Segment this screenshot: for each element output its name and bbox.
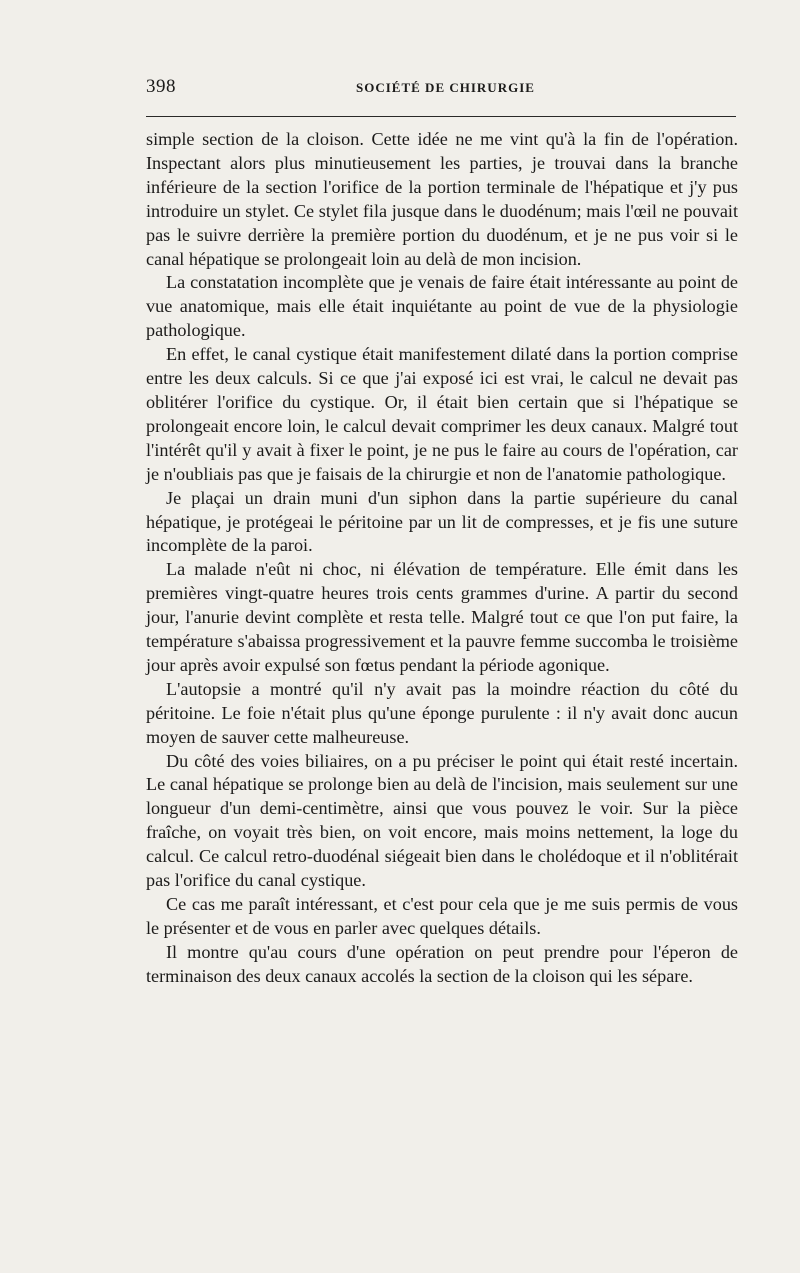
paragraph: Je plaçai un drain muni d'un siphon dans la partie supérieure du canal hépatique, je protégeai le péritoine par un lit de compresses, et je fis une suture incomplète de la paroi. — [146, 487, 738, 556]
paragraph: La malade n'eût ni choc, ni élévation de température. Elle émit dans les premières vingt-quatre heures trois cents grammes d'urine. A partir du second jour, l'anurie devint complète et resta telle. Malgré tout ce que l'on put faire, la température s'abaissa progressivement et la pauvre femme succomba le troisième jour après avoir expulsé son fœtus pendant la période agonique. — [146, 559, 738, 675]
paragraph: Du côté des voies biliaires, on a pu préciser le point qui était resté incertain. Le canal hépatique se prolonge bien au delà de l'incision, mais seulement sur une longueur d'un demi-centimètre, ainsi que vous pouvez le voir. Sur la pièce fraîche, on voyait très bien, on voit encore, mais moins nettement, la loge du calcul. Ce calcul retro-duodénal siégeait bien dans le cholédoque et il n'oblitérait pas l'orifice du canal cystique. — [146, 750, 738, 891]
paragraph: En effet, le canal cystique était manifestement dilaté dans la portion comprise entre les deux calculs. Si ce que j'ai exposé ici est vrai, le calcul ne devait pas oblitérer l'orifice du cystique. Or, il était bien certain que si l'hépatique se prolongeait encore loin, le calcul devait comprimer les deux canaux. Malgré tout l'intérêt qu'il y avait à fixer le point, je ne pus le faire au cours de l'opération, car je n'oubliais pas que je faisais de la chirurgie et non de l'anatomie pathologique. — [146, 344, 738, 484]
running-title: SOCIÉTÉ DE CHIRURGIE — [356, 80, 535, 95]
paragraph: L'autopsie a montré qu'il n'y avait pas la moindre réaction du côté du péritoine. Le foie n'était plus qu'une éponge purulente : il n'y avait donc aucun moyen de sauver cette malheureuse. — [146, 678, 738, 747]
paragraph: La constatation incomplète que je venais de faire était intéressante au point de vue anatomique, mais elle était inquiétante au point de vue de la physiologie pathologique. — [146, 272, 738, 341]
paragraph: Ce cas me paraît intéressant, et c'est pour cela que je me suis permis de vous le présenter et de vous en parler avec quelques détails. — [146, 894, 738, 938]
paragraph: Il montre qu'au cours d'une opération on peut prendre pour l'éperon de terminaison des deux canaux accolés la section de la cloison qui les sépare. — [146, 941, 738, 986]
page-number: 398 — [146, 76, 176, 97]
header-rule — [146, 116, 736, 117]
paragraph: simple section de la cloison. Cette idée ne me vint qu'à la fin de l'opération. Inspectant alors plus minutieusement les parties, je trouvai dans la branche inférieure de la section l'orifice de la portion terminale de l'hépatique et j'y pus introduire un stylet. Ce stylet fila jusque dans le duodénum; mais l'œil ne pouvait pas le suivre derrière la première portion du duodénum, et je ne pus voir si le canal hépatique se prolongeait loin au delà de mon incision. — [146, 129, 738, 269]
body-text — [146, 128, 738, 989]
